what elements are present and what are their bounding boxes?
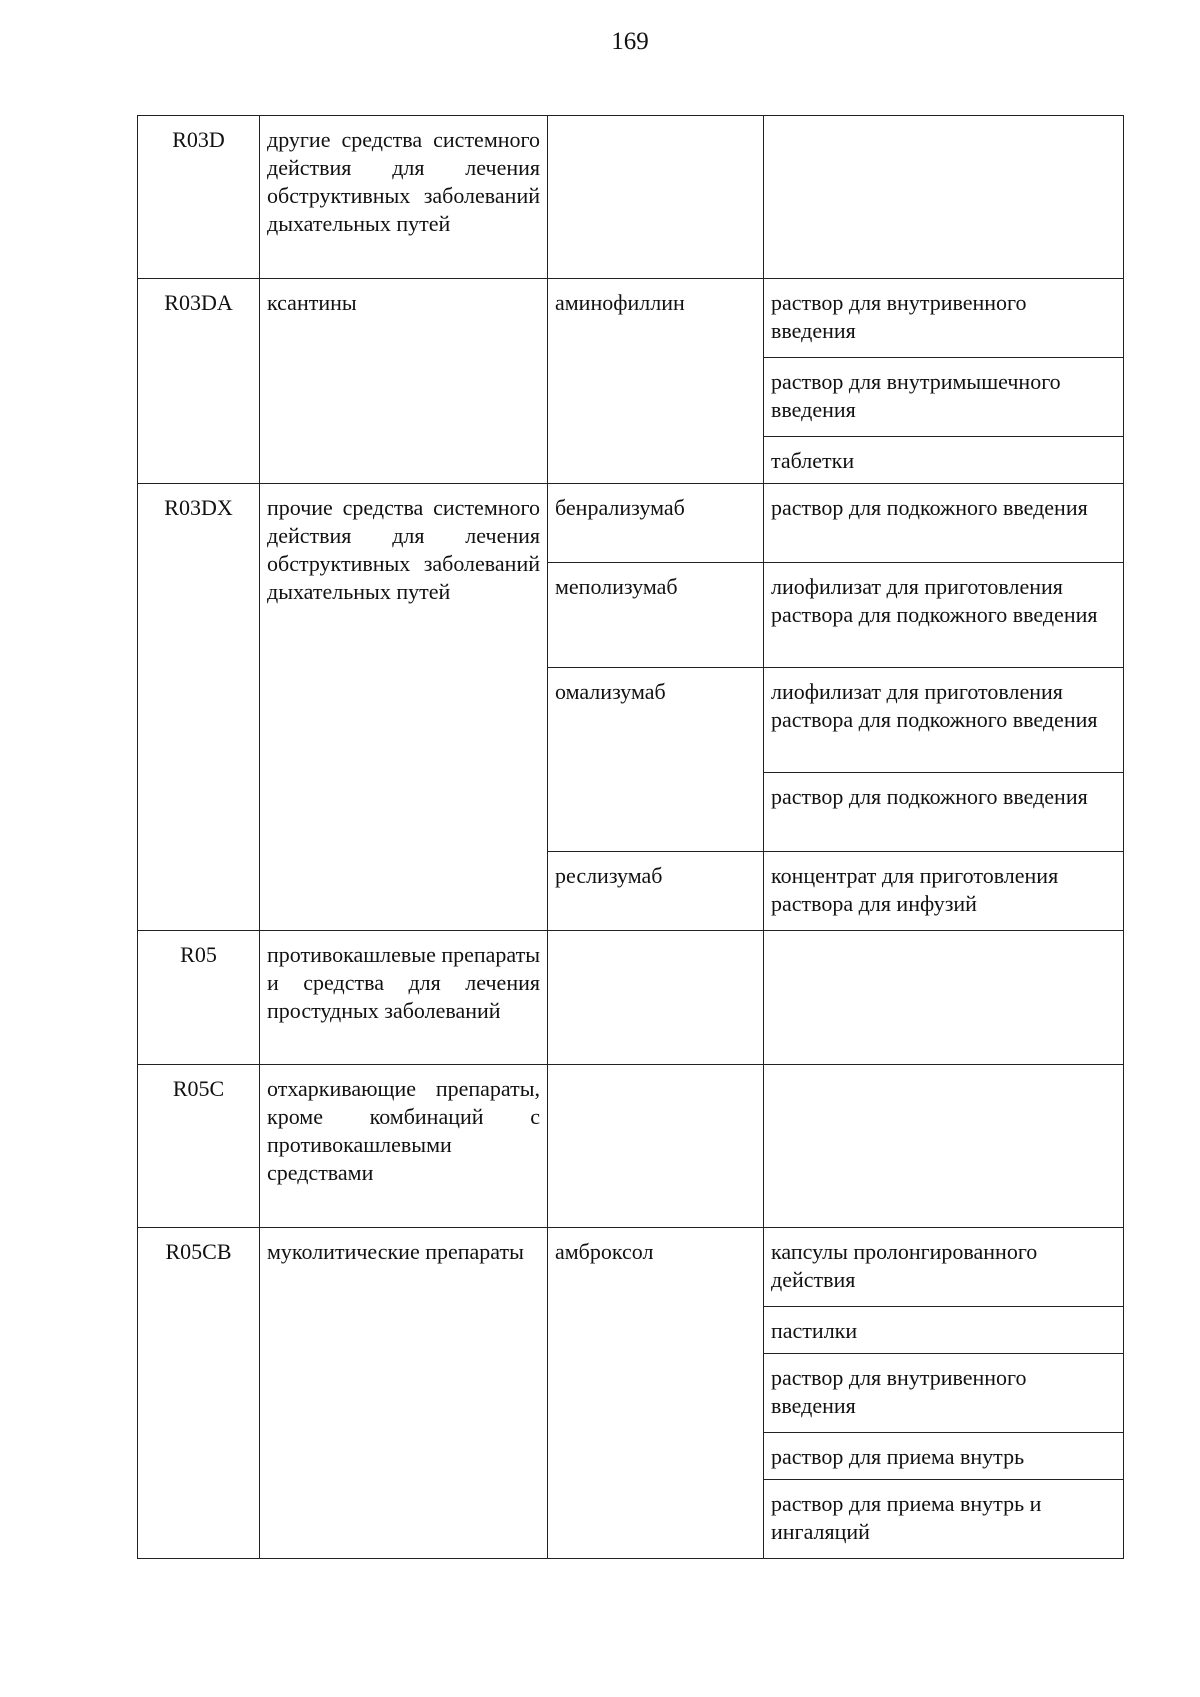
drug-name: аминофиллин	[548, 279, 764, 484]
dosage-form: раствор для приема внутрь	[764, 1433, 1124, 1480]
dosage-form: раствор для внутривенного введения	[764, 279, 1124, 358]
table-row	[138, 279, 1124, 358]
drug-name-cell	[548, 116, 764, 279]
drug-name: амброксол	[548, 1228, 764, 1559]
drug-name: омализумаб	[548, 668, 764, 852]
table-row	[138, 484, 1124, 563]
atc-code: R03D	[138, 116, 260, 279]
atc-code: R05C	[138, 1065, 260, 1228]
atc-group-name: другие средства системного действия для лечения обструктивных заболеваний дыхательных путей	[260, 116, 548, 279]
dosage-form: раствор для приема внутрь и ингаляций	[764, 1480, 1124, 1559]
dosage-form-cell	[764, 1065, 1124, 1228]
table-row	[138, 116, 1124, 279]
dosage-form: раствор для внутримышечного введения	[764, 358, 1124, 437]
page-number: 169	[611, 28, 649, 55]
dosage-form: таблетки	[764, 437, 1124, 484]
atc-group-name: противокашлевые препараты и средства для лечения простудных заболеваний	[260, 931, 548, 1065]
drug-name-cell	[548, 931, 764, 1065]
atc-group-name: муколитические препараты	[260, 1228, 548, 1559]
atc-code: R03DA	[138, 279, 260, 484]
dosage-form: капсулы пролонгированного действия	[764, 1228, 1124, 1307]
dosage-form-cell	[764, 931, 1124, 1065]
table-row	[138, 931, 1124, 1065]
dosage-form: раствор для подкожного введения	[764, 484, 1124, 563]
atc-code: R05	[138, 931, 260, 1065]
drug-name: меполизумаб	[548, 563, 764, 668]
atc-code: R05CB	[138, 1228, 260, 1559]
atc-code: R03DX	[138, 484, 260, 931]
dosage-form: концентрат для приготовления раствора для инфузий	[764, 852, 1124, 931]
drug-name: реслизумаб	[548, 852, 764, 931]
dosage-form-cell	[764, 116, 1124, 279]
drug-name: бенрализумаб	[548, 484, 764, 563]
atc-group-name: прочие средства системного действия для лечения обструктивных заболеваний дыхательных путей	[260, 484, 548, 931]
atc-group-name: ксантины	[260, 279, 548, 484]
dosage-form: раствор для подкожного введения	[764, 773, 1124, 852]
drug-name-cell	[548, 1065, 764, 1228]
table-row	[138, 1065, 1124, 1228]
dosage-form: лиофилизат для приготовления раствора для подкожного введения	[764, 563, 1124, 668]
dosage-form: лиофилизат для приготовления раствора для подкожного введения	[764, 668, 1124, 773]
atc-group-name: отхаркивающие препараты, кроме комбинаций с противокашлевыми средствами	[260, 1065, 548, 1228]
drug-classification-table	[137, 115, 1124, 1559]
table-row	[138, 1228, 1124, 1307]
dosage-form: раствор для внутривенного введения	[764, 1354, 1124, 1433]
dosage-form: пастилки	[764, 1307, 1124, 1354]
